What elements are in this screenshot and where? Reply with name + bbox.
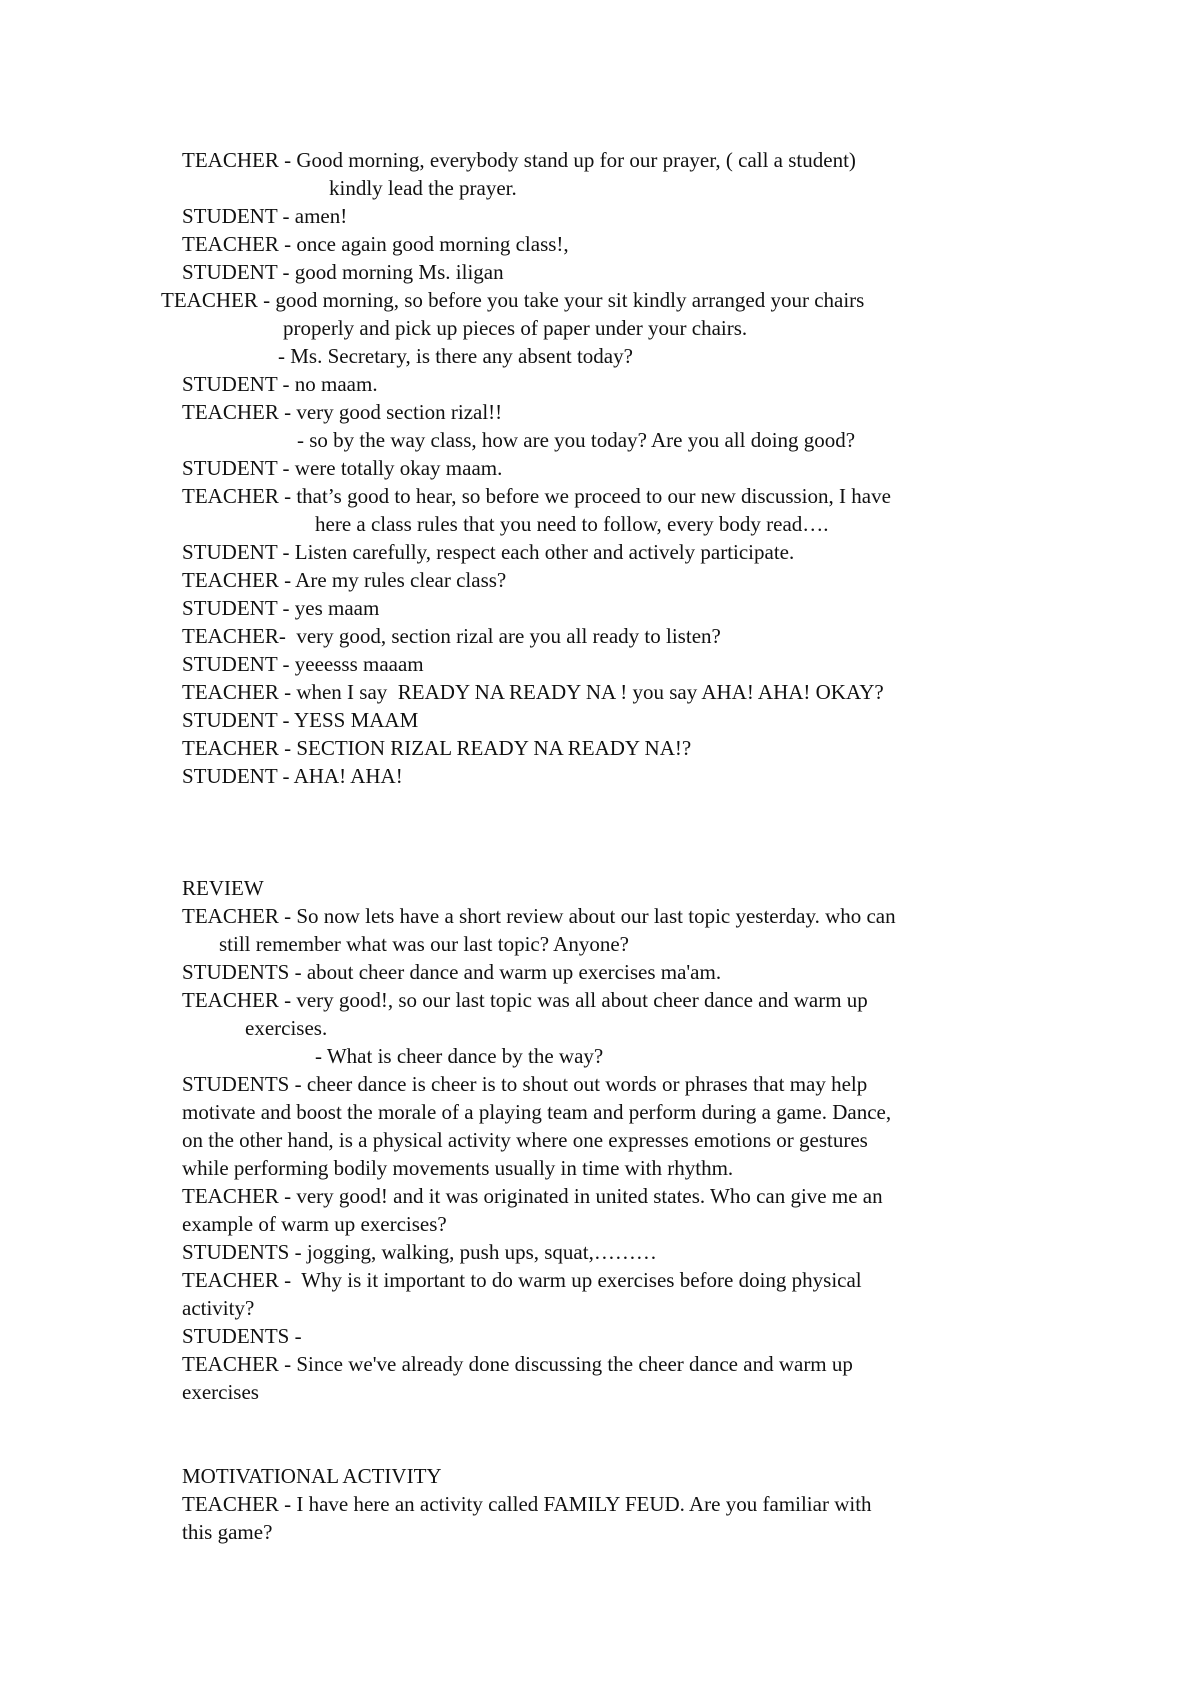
text-line: STUDENT - amen! bbox=[182, 204, 348, 228]
text-line: STUDENT - were totally okay maam. bbox=[182, 456, 503, 480]
text-line: while performing bodily movements usually in time with rhythm. bbox=[182, 1156, 734, 1180]
text-line: STUDENT - no maam. bbox=[182, 372, 378, 396]
text-line: this game? bbox=[182, 1520, 273, 1544]
text-line: kindly lead the prayer. bbox=[329, 176, 517, 200]
text-line: activity? bbox=[182, 1296, 255, 1320]
text-line: TEACHER - Since we've already done discussing the cheer dance and warm up bbox=[182, 1352, 853, 1376]
text-line: TEACHER - I have here an activity called FAMILY FEUD. Are you familiar with bbox=[182, 1492, 872, 1516]
text-line: - What is cheer dance by the way? bbox=[315, 1044, 604, 1068]
text-line: TEACHER - SECTION RIZAL READY NA READY NA!? bbox=[182, 736, 692, 760]
text-line: STUDENT - yeeesss maaam bbox=[182, 652, 424, 676]
text-line: TEACHER - once again good morning class!, bbox=[182, 232, 569, 256]
text-line: still remember what was our last topic? Anyone? bbox=[219, 932, 629, 956]
text-line: here a class rules that you need to follow, every body read…. bbox=[315, 512, 829, 536]
text-line: STUDENTS - jogging, walking, push ups, squat,……… bbox=[182, 1240, 657, 1264]
text-line: TEACHER - Good morning, everybody stand up for our prayer, ( call a student) bbox=[182, 148, 856, 172]
text-line: TEACHER - good morning, so before you take your sit kindly arranged your chairs bbox=[161, 288, 865, 312]
text-line: on the other hand, is a physical activity where one expresses emotions or gestures bbox=[182, 1128, 868, 1152]
text-line: TEACHER - when I say READY NA READY NA ! you say AHA! AHA! OKAY? bbox=[182, 680, 884, 704]
text-line: exercises. bbox=[245, 1016, 328, 1040]
text-line: TEACHER - very good!, so our last topic was all about cheer dance and warm up bbox=[182, 988, 868, 1012]
text-line: motivate and boost the morale of a playing team and perform during a game. Dance, bbox=[182, 1100, 892, 1124]
text-line: properly and pick up pieces of paper under your chairs. bbox=[283, 316, 748, 340]
text-line: TEACHER - very good section rizal!! bbox=[182, 400, 503, 424]
text-line: STUDENTS - cheer dance is cheer is to shout out words or phrases that may help bbox=[182, 1072, 868, 1096]
text-line: STUDENTS - about cheer dance and warm up exercises ma'am. bbox=[182, 960, 722, 984]
text-line: TEACHER - very good! and it was originated in united states. Who can give me an bbox=[182, 1184, 883, 1208]
text-line: exercises bbox=[182, 1380, 259, 1404]
text-line: TEACHER- very good, section rizal are you all ready to listen? bbox=[182, 624, 721, 648]
text-line: - so by the way class, how are you today? Are you all doing good? bbox=[297, 428, 856, 452]
text-line: STUDENT - good morning Ms. iligan bbox=[182, 260, 504, 284]
text-line: TEACHER - that’s good to hear, so before we proceed to our new discussion, I have bbox=[182, 484, 891, 508]
text-line: STUDENT - Listen carefully, respect each other and actively participate. bbox=[182, 540, 795, 564]
text-line: TEACHER - Are my rules clear class? bbox=[182, 568, 507, 592]
text-line: TEACHER - Why is it important to do warm up exercises before doing physical bbox=[182, 1268, 862, 1292]
text-line: STUDENT - AHA! AHA! bbox=[182, 764, 403, 788]
text-line: TEACHER - So now lets have a short review about our last topic yesterday. who can bbox=[182, 904, 896, 928]
text-line: - Ms. Secretary, is there any absent today? bbox=[278, 344, 633, 368]
text-line: example of warm up exercises? bbox=[182, 1212, 447, 1236]
section-heading-motivational-activity: MOTIVATIONAL ACTIVITY bbox=[182, 1464, 442, 1488]
text-line: STUDENT - yes maam bbox=[182, 596, 380, 620]
text-line: STUDENT - YESS MAAM bbox=[182, 708, 419, 732]
section-heading-review: REVIEW bbox=[182, 876, 264, 900]
text-line: STUDENTS - bbox=[182, 1324, 302, 1348]
